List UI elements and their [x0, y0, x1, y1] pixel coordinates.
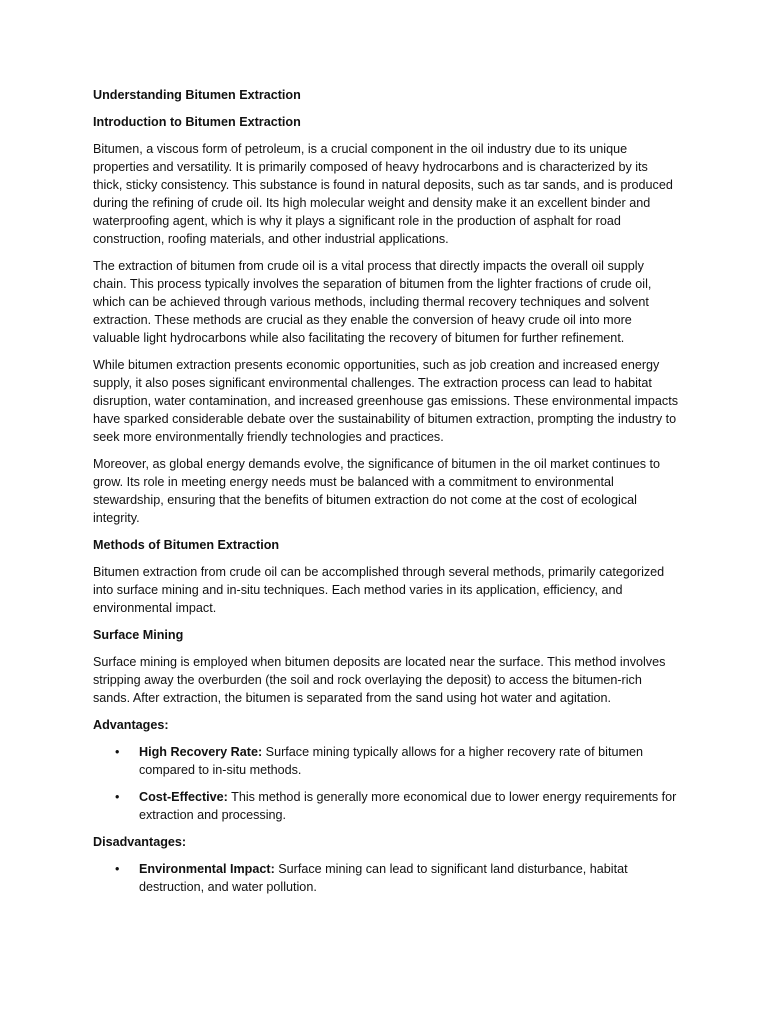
- intro-paragraph-1: Bitumen, a viscous form of petroleum, is a crucial component in the oil industry due to its unique properties and versatility. It is primarily composed of heavy hydrocarbons and is characterized by its thick, sticky consistency. This substance is found in natural deposits, such as tar sands, and is produced during the refining of crude oil. Its high molecular weight and density make it an excellent binder and waterproofing agent, which is why it plays a significant role in the production of asphalt for road construction, roofing materials, and other industrial applications.: [93, 142, 673, 246]
- disadvantages-list: [93, 860, 678, 896]
- list-item: [93, 860, 678, 896]
- advantage-term: Cost-Effective:: [139, 790, 228, 804]
- document-title: Understanding Bitumen Extraction: [93, 88, 301, 102]
- disadvantage-text: Surface mining can lead to significant land disturbance, habitat destruction, and water pollution.: [139, 862, 628, 894]
- intro-paragraph-4: Moreover, as global energy demands evolve, the significance of bitumen in the oil market continues to grow. Its role in meeting energy needs must be balanced with a commitment to environmental stewardship, ensuring that the benefits of bitumen extraction do not come at the cost of ecological integrity.: [93, 457, 661, 525]
- document-page: [93, 86, 678, 905]
- subsection-heading-surface-mining: Surface Mining: [93, 628, 184, 642]
- disadvantage-term: Environmental Impact:: [139, 862, 275, 876]
- disadvantages-label: Disadvantages:: [93, 835, 187, 849]
- bullet-icon: •: [115, 745, 120, 759]
- intro-paragraph-2: The extraction of bitumen from crude oil is a vital process that directly impacts the overall oil supply chain. This process typically involves the separation of bitumen from the lighter fractions of crude oil, which can be achieved through various methods, including thermal recovery techniques and solvent extraction. These methods are crucial as they enable the conversion of heavy crude oil into more valuable light hydrocarbons while also facilitating the recovery of bitumen for further refinement.: [93, 259, 652, 345]
- intro-paragraph-3: While bitumen extraction presents economic opportunities, such as job creation and increased energy supply, it also poses significant environmental challenges. The extraction process can lead to habitat disruption, water contamination, and increased greenhouse gas emissions. These environmental impacts have sparked considerable debate over the sustainability of bitumen extraction, prompting the industry to seek more environmentally friendly technologies and practices.: [93, 358, 679, 444]
- bullet-icon: •: [115, 862, 120, 876]
- advantage-text: Surface mining typically allows for a higher recovery rate of bitumen compared to in-situ methods.: [139, 745, 643, 777]
- list-item: [93, 743, 678, 779]
- bullet-icon: •: [115, 790, 120, 804]
- advantage-text: This method is generally more economical due to lower energy requirements for extraction and processing.: [139, 790, 677, 822]
- section-heading-methods: Methods of Bitumen Extraction: [93, 538, 280, 552]
- advantages-label: Advantages:: [93, 718, 169, 732]
- section-heading-introduction: Introduction to Bitumen Extraction: [93, 115, 301, 129]
- advantage-term: High Recovery Rate:: [139, 745, 263, 759]
- advantages-list: [93, 743, 678, 824]
- methods-paragraph: Bitumen extraction from crude oil can be accomplished through several methods, primarily categorized into surface mining and in-situ techniques. Each method varies in its application, efficiency, and environmental impact.: [93, 565, 665, 615]
- list-item: [93, 788, 678, 824]
- surface-mining-paragraph: Surface mining is employed when bitumen deposits are located near the surface. This method involves stripping away the overburden (the soil and rock overlaying the deposit) to access the bitumen-rich sands. After extraction, the bitumen is separated from the sand using hot water and agitation.: [93, 655, 666, 705]
